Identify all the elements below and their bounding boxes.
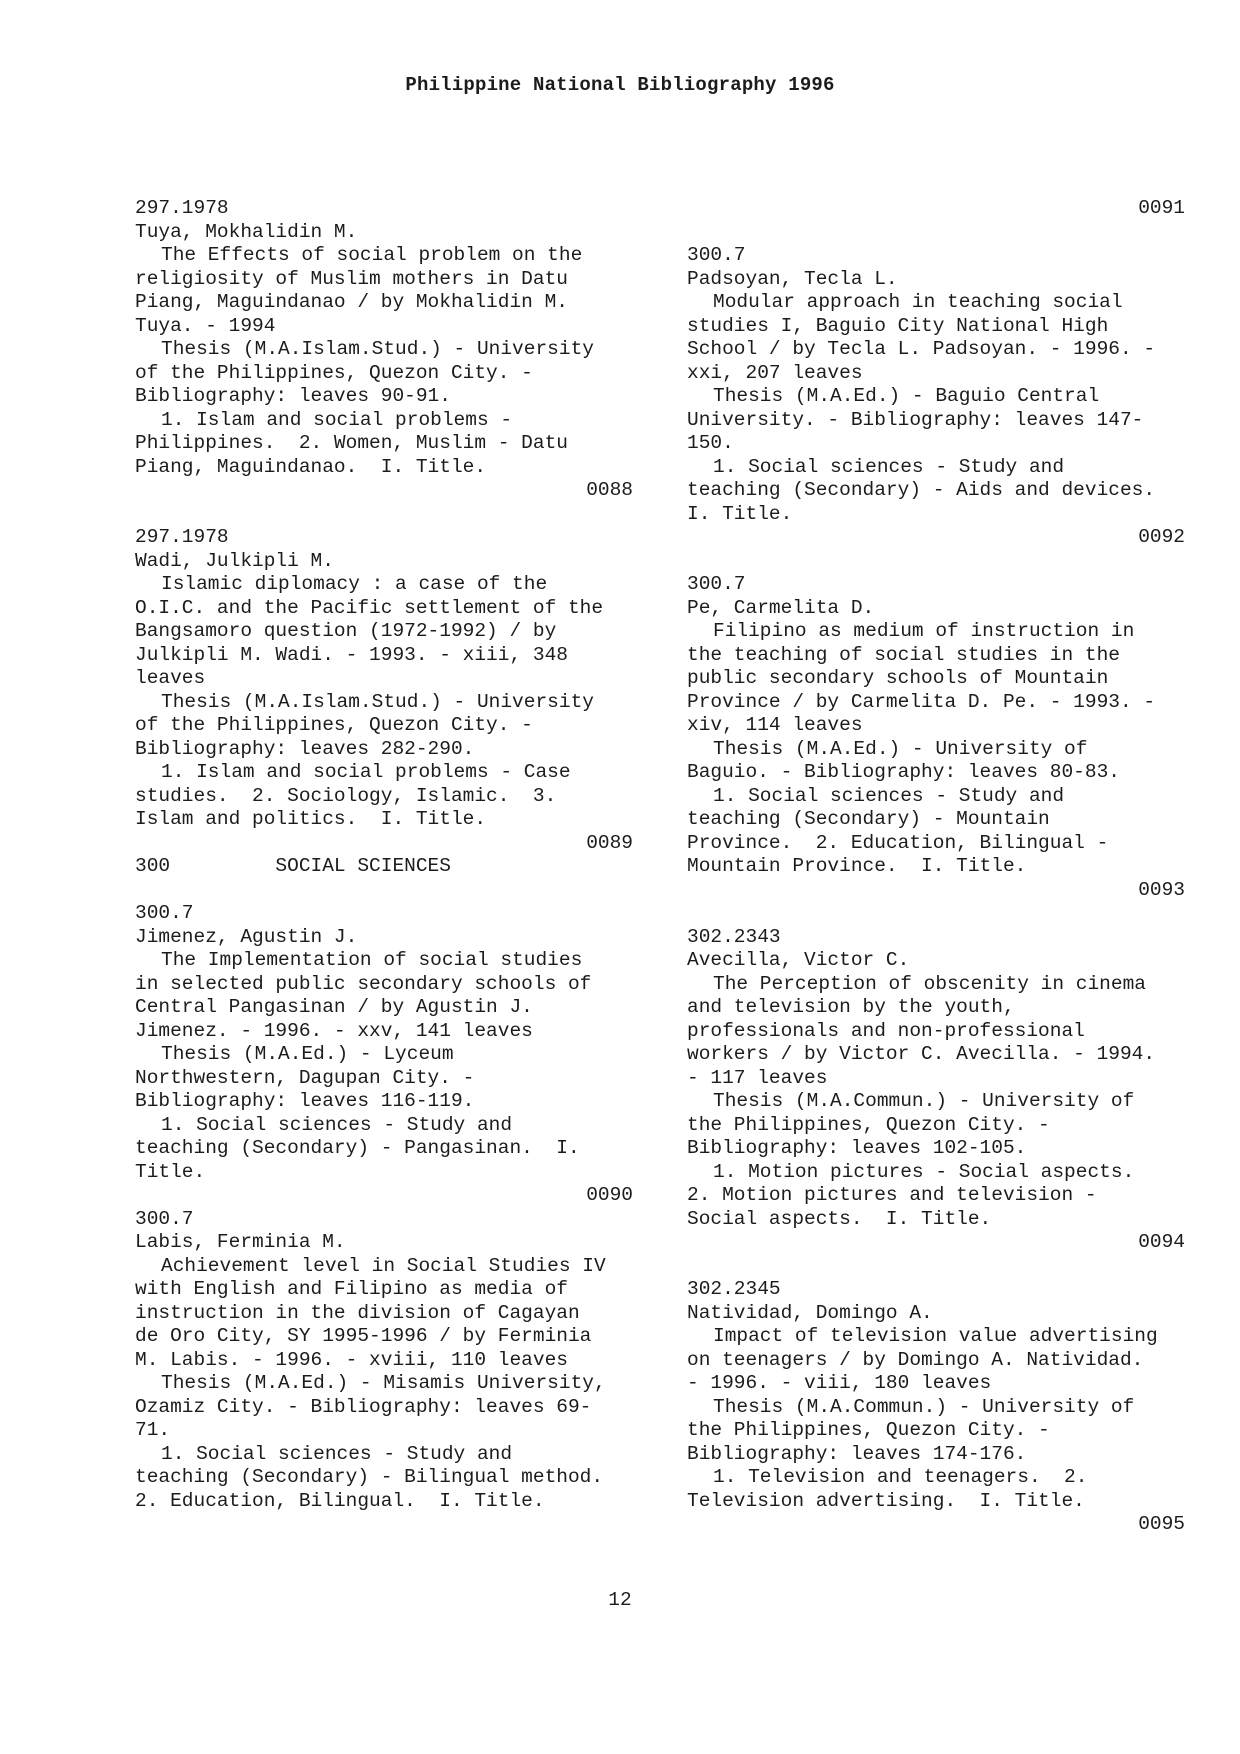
entry-line: Bibliography: leaves 282-290. bbox=[135, 737, 475, 760]
entry-line: 1. Islam and social problems - Case bbox=[161, 761, 571, 783]
entry-line: Thesis (M.A.Islam.Stud.) - University bbox=[161, 690, 594, 713]
record-number: 0093 bbox=[1138, 878, 1185, 901]
entry-line: religiosity of Muslim mothers in Datu bbox=[135, 267, 568, 290]
entry-line: 150. bbox=[687, 432, 734, 454]
page-number: 12 bbox=[608, 1589, 632, 1611]
spacer bbox=[687, 1255, 1185, 1279]
spacer bbox=[687, 221, 1185, 245]
entry-line: Northwestern, Dagupan City. - bbox=[135, 1066, 475, 1089]
entry-line: Thesis (M.A.Islam.Stud.) - University bbox=[161, 338, 594, 360]
entry-line: Tuya. - 1994 bbox=[135, 314, 276, 337]
entry-line: 300.7 bbox=[135, 1207, 194, 1230]
entry-line: Jimenez. - 1996. - xxv, 141 leaves bbox=[135, 1019, 533, 1042]
entry-line: 1. Social sciences - Study and bbox=[713, 784, 1065, 807]
entry-line: 300.7 bbox=[687, 573, 746, 595]
entry-line: Wadi, Julkipli M. bbox=[135, 549, 334, 572]
entry-line: Bangsamoro question (1972-1992) / by bbox=[135, 620, 557, 642]
entry-line: of the Philippines, Quezon City. - bbox=[135, 361, 533, 384]
entry-line: 1. Motion pictures - Social aspects. bbox=[713, 1160, 1135, 1183]
entry-line: leaves bbox=[135, 667, 206, 689]
entry-line: Piang, Maguindanao. I. Title. bbox=[135, 455, 487, 478]
entry-line: The Effects of social problem on the bbox=[161, 244, 583, 266]
entry-line: I. Title. bbox=[687, 502, 793, 525]
entry-line: 300.7 bbox=[687, 244, 746, 266]
entry-line: Philippines. 2. Women, Muslim - Datu bbox=[135, 432, 568, 454]
entry-line: Baguio. - Bibliography: leaves 80-83. bbox=[687, 761, 1120, 783]
record-number: 0088 bbox=[586, 479, 633, 501]
entry-line: and television by the youth, bbox=[687, 996, 1015, 1018]
entry-line: 1. Islam and social problems - bbox=[161, 408, 513, 431]
entry-line: 2. Motion pictures and television - bbox=[687, 1184, 1097, 1206]
record-number: 0095 bbox=[1138, 1513, 1185, 1535]
entry-line: O.I.C. and the Pacific settlement of the bbox=[135, 596, 604, 619]
entry-line: Bibliography: leaves 90-91. bbox=[135, 385, 451, 407]
spacer bbox=[135, 503, 633, 527]
entry-line: Social aspects. I. Title. bbox=[687, 1207, 992, 1230]
entry-line: 1. Social sciences - Study and bbox=[713, 455, 1065, 478]
entry-line: Bibliography: leaves 174-176. bbox=[687, 1442, 1027, 1465]
entry-line: University. - Bibliography: leaves 147- bbox=[687, 408, 1144, 431]
entry-line: public secondary schools of Mountain bbox=[687, 667, 1109, 689]
entry-line: 71. bbox=[135, 1419, 171, 1441]
entry-line: on teenagers / by Domingo A. Natividad. bbox=[687, 1348, 1144, 1371]
entry-line: the Philippines, Quezon City. - bbox=[687, 1419, 1050, 1441]
entry-line: Ozamiz City. - Bibliography: leaves 69- bbox=[135, 1395, 592, 1418]
entry-line: Bibliography: leaves 102-105. bbox=[687, 1137, 1027, 1159]
entry-line: Impact of television value advertising bbox=[713, 1325, 1158, 1347]
entry-line: professionals and non-professional bbox=[687, 1019, 1085, 1042]
entry-line: teaching (Secondary) - Mountain bbox=[687, 808, 1050, 830]
entry-line: - 1996. - viii, 180 leaves bbox=[687, 1372, 992, 1394]
spacer bbox=[687, 550, 1185, 574]
entry-line: Filipino as medium of instruction in bbox=[713, 620, 1135, 642]
entry-line: Thesis (M.A.Commun.) - University of bbox=[713, 1090, 1135, 1112]
entry-line: Province / by Carmelita D. Pe. - 1993. - bbox=[687, 690, 1156, 713]
entry-line: 297.1978 bbox=[135, 526, 229, 548]
entry-line: School / by Tecla L. Padsoyan. - 1996. - bbox=[687, 338, 1156, 360]
left-column bbox=[135, 197, 633, 1513]
entry-line: Thesis (M.A.Commun.) - University of bbox=[713, 1395, 1135, 1418]
right-column bbox=[687, 197, 1185, 1537]
entry-line: 302.2343 bbox=[687, 925, 781, 948]
entry-line: in selected public secondary schools of bbox=[135, 972, 592, 995]
entry-line: Achievement level in Social Studies IV bbox=[161, 1254, 606, 1277]
entry-line: Julkipli M. Wadi. - 1993. - xiii, 348 bbox=[135, 643, 568, 666]
page-title: Philippine National Bibliography 1996 bbox=[405, 74, 835, 96]
entry-line: instruction in the division of Cagayan bbox=[135, 1301, 580, 1324]
entry-line: - 117 leaves bbox=[687, 1066, 828, 1089]
entry-line: Natividad, Domingo A. bbox=[687, 1301, 933, 1324]
entry-line: Avecilla, Victor C. bbox=[687, 949, 910, 971]
record-number: 0091 bbox=[1138, 197, 1185, 219]
entry-line: The Implementation of social studies bbox=[161, 949, 583, 971]
entry-line: 1. Social sciences - Study and bbox=[161, 1442, 513, 1465]
entry-line: studies. 2. Sociology, Islamic. 3. bbox=[135, 784, 557, 807]
entry-line: Thesis (M.A.Ed.) - University of bbox=[713, 737, 1088, 760]
entry-line: Labis, Ferminia M. bbox=[135, 1231, 346, 1253]
entry-line: Television advertising. I. Title. bbox=[687, 1489, 1085, 1512]
entry-line: 300 SOCIAL SCIENCES bbox=[135, 855, 451, 877]
entry-line: 302.2345 bbox=[687, 1278, 781, 1300]
entry-line: 300.7 bbox=[135, 902, 194, 924]
entry-line: Thesis (M.A.Ed.) - Misamis University, bbox=[161, 1372, 606, 1394]
entry-line: the Philippines, Quezon City. - bbox=[687, 1113, 1050, 1136]
entry-line: teaching (Secondary) - Aids and devices. bbox=[687, 479, 1156, 501]
entry-line: 2. Education, Bilingual. I. Title. bbox=[135, 1489, 545, 1512]
entry-line: workers / by Victor C. Avecilla. - 1994. bbox=[687, 1043, 1156, 1065]
entry-line: Piang, Maguindanao / by Mokhalidin M. bbox=[135, 291, 568, 313]
entry-line: 1. Television and teenagers. 2. bbox=[713, 1466, 1088, 1488]
entry-line: studies I, Baguio City National High bbox=[687, 314, 1109, 337]
entry-line: Jimenez, Agustin J. bbox=[135, 925, 358, 948]
entry-line: 297.1978 bbox=[135, 197, 229, 219]
entry-line: Title. bbox=[135, 1160, 206, 1183]
entry-line: teaching (Secondary) - Bilingual method. bbox=[135, 1466, 604, 1488]
entry-line: de Oro City, SY 1995-1996 / by Ferminia bbox=[135, 1325, 592, 1347]
entry-line: with English and Filipino as media of bbox=[135, 1278, 568, 1300]
entry-line: teaching (Secondary) - Pangasinan. I. bbox=[135, 1137, 580, 1159]
entry-line: Central Pangasinan / by Agustin J. bbox=[135, 996, 533, 1018]
record-number: 0090 bbox=[586, 1184, 633, 1206]
entry-line: Islam and politics. I. Title. bbox=[135, 808, 487, 830]
entry-line: Padsoyan, Tecla L. bbox=[687, 267, 898, 290]
entry-line: the teaching of social studies in the bbox=[687, 643, 1120, 666]
entry-line: Province. 2. Education, Bilingual - bbox=[687, 831, 1109, 854]
spacer bbox=[687, 902, 1185, 926]
entry-line: 1. Social sciences - Study and bbox=[161, 1113, 513, 1136]
entry-line: Tuya, Mokhalidin M. bbox=[135, 220, 358, 243]
spacer bbox=[135, 879, 633, 903]
entry-line: Thesis (M.A.Ed.) - Baguio Central bbox=[713, 385, 1100, 407]
entry-line: Pe, Carmelita D. bbox=[687, 596, 875, 619]
entry-line: Bibliography: leaves 116-119. bbox=[135, 1090, 475, 1112]
entry-line: The Perception of obscenity in cinema bbox=[713, 972, 1146, 995]
record-number: 0092 bbox=[1138, 526, 1185, 548]
entry-line: Modular approach in teaching social bbox=[713, 291, 1123, 313]
entry-line: xxi, 207 leaves bbox=[687, 361, 863, 384]
entry-line: Thesis (M.A.Ed.) - Lyceum bbox=[161, 1043, 454, 1065]
entry-line: Mountain Province. I. Title. bbox=[687, 855, 1027, 877]
entry-line: xiv, 114 leaves bbox=[687, 714, 863, 736]
entry-line: of the Philippines, Quezon City. - bbox=[135, 714, 533, 736]
record-number: 0089 bbox=[586, 831, 633, 854]
entry-line: M. Labis. - 1996. - xviii, 110 leaves bbox=[135, 1348, 568, 1371]
entry-line: Islamic diplomacy : a case of the bbox=[161, 573, 548, 595]
record-number: 0094 bbox=[1138, 1231, 1185, 1253]
